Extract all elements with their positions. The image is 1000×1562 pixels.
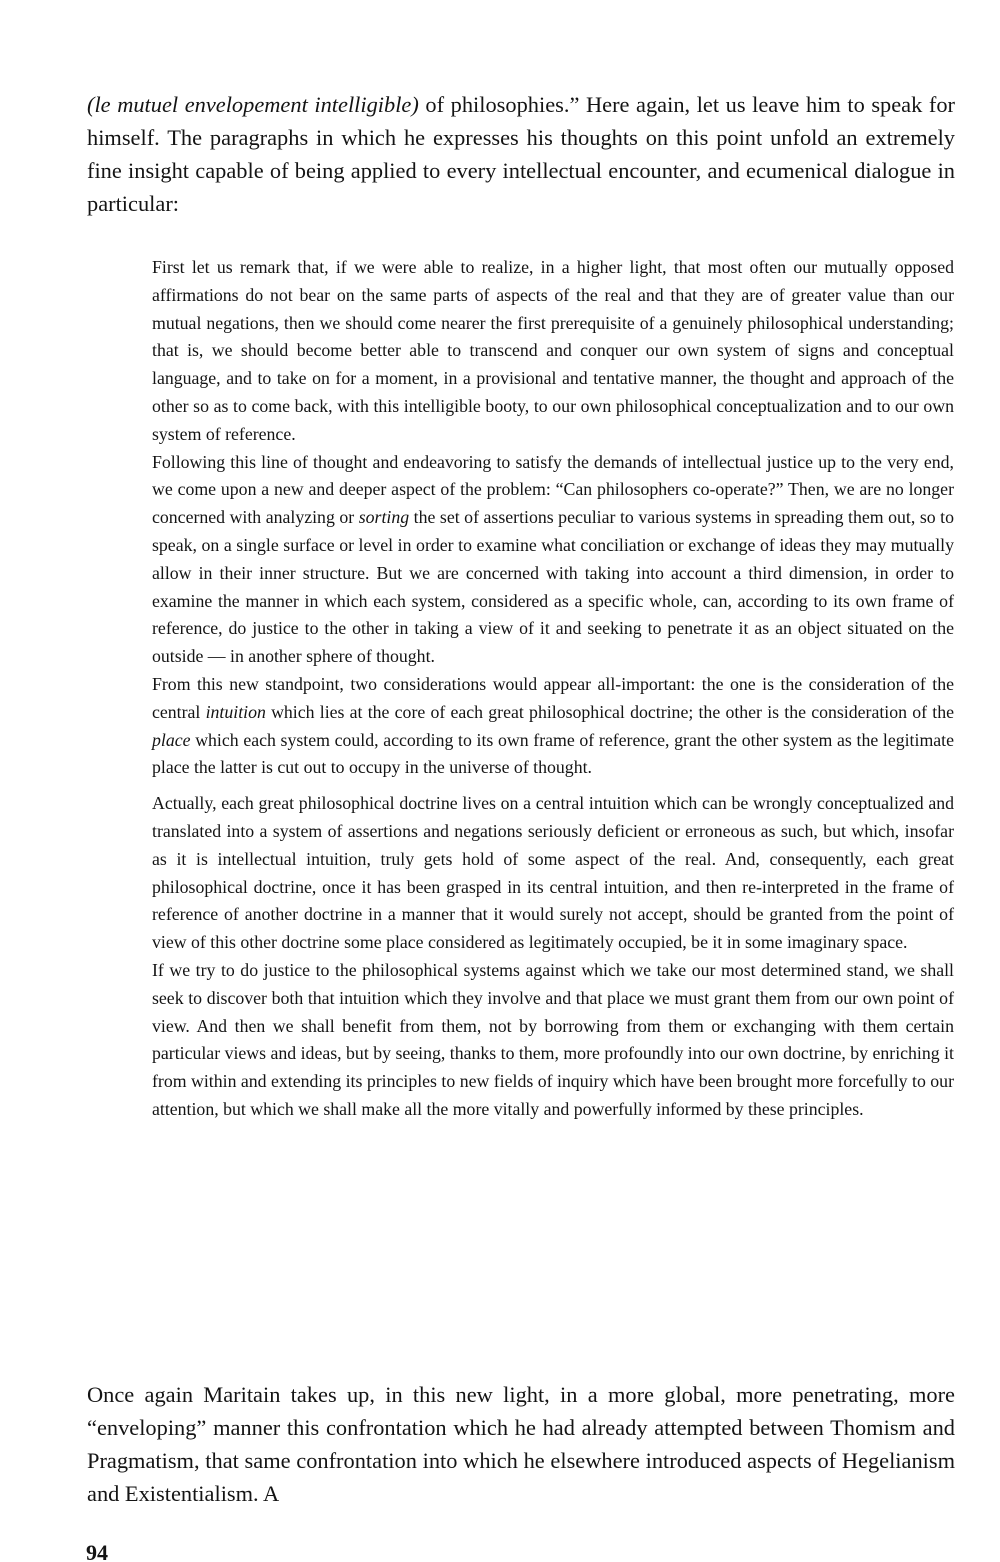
- quote-p2-text-a: Following this line of thought and endeavoring to satisfy the demands of intellectual justice up to the very end, we come upon a new and deeper aspect of the problem: “Can philosophers co-operate?” Then, we are no longer concerned with analyzing or: [152, 451, 954, 528]
- quote-paragraph-3: [152, 671, 954, 782]
- quote-p2-text-b: the set of assertions peculiar to various systems in spreading them out, so to speak, on a single surface or level in order to examine what conciliation or exchange of ideas they may mutually allow in their inner structure. But we are concerned with taking into account a third dimension, in order to examine the manner in which each system, considered as a specific whole, can, according to its own frame of reference, do justice to the other in taking a view of it and seeking to penetrate it as an object situated on the outside — in another sphere of thought.: [152, 507, 954, 667]
- quote-paragraph-1: First let us remark that, if we were able to realize, in a higher light, that most often our mutually opposed affirmations do not bear on the same parts of aspects of the real and that they are of greater value than our mutual negations, then we should come nearer the first prerequisite of a genuinely philosophical understanding; that is, we should become better able to transcend and conquer our own system of signs and conceptual language, and to take on for a moment, in a provisional and tentative manner, the thought and approach of the other so as to come back, with this intelligible booty, to our own philosophical conceptualization and to our own system of reference.: [152, 257, 954, 444]
- quote-p3-text-a: From this new standpoint, two considerations would appear all-important: the one is the consideration of the central: [152, 673, 954, 722]
- intro-italic-phrase: (le mutuel envelopement intelligible): [87, 92, 419, 117]
- quote-paragraph-4: Actually, each great philosophical doctrine lives on a central intuition which can be wrongly conceptualized and translated into a system of assertions and negations seriously deficient or erroneous as such, but which, insofar as it is intellectual intuition, truly gets hold of some aspect of the real. And, consequently, each great philosophical doctrine, once it has been grasped in its central intuition, and then re-interpreted in the frame of reference of another doctrine in a manner that it would surely not accept, should be granted from the point of view of this other doctrine some place considered as legitimately occupied, be it in some imaginary space.: [152, 793, 954, 953]
- quote-p3-text-b: which lies at the core of each great philosophical doctrine; the other is the consideration of the: [265, 701, 954, 722]
- page-number: 94: [86, 1540, 108, 1562]
- intro-text: of philosophies.” Here again, let us leave him to speak for himself. The paragraphs in which he expresses his thoughts on this point unfold an extremely fine insight capable of being applied to every intellectual encounter, and ecumenical dialogue in particular:: [87, 92, 956, 216]
- quote-p3-text-c: which each system could, according to its own frame of reference, grant the other system as the legitimate place the latter is cut out to occupy in the universe of thought.: [152, 729, 954, 778]
- intro-paragraph: [87, 88, 955, 220]
- block-quote: [152, 254, 954, 1124]
- quote-paragraph-2: [152, 449, 954, 671]
- quote-p3-emphasis-place: place: [152, 729, 191, 750]
- closing-paragraph: Once again Maritain takes up, in this new light, in a more global, more penetrating, more “enveloping” manner this confrontation which he had already attempted between Thomism and Pragmatism, that same confrontation into which he elsewhere introduced aspects of Hegelianism and Existentialism. A: [87, 1382, 955, 1506]
- quote-paragraph-5: If we try to do justice to the philosophical systems against which we take our most determined stand, we shall seek to discover both that intuition which they involve and that place we must grant them from our own point of view. And then we shall benefit from them, not by borrowing from them or exchanging with them certain particular views and ideas, but by seeing, thanks to them, more profoundly into our own doctrine, by enriching it from within and extending its principles to new fields of inquiry which have been brought more forcefully to our attention, but which we shall make all the more vitally and powerfully informed by these principles.: [152, 959, 954, 1119]
- quote-p2-emphasis: sorting: [358, 507, 410, 528]
- quote-p3-emphasis-intuition: intuition: [205, 701, 266, 722]
